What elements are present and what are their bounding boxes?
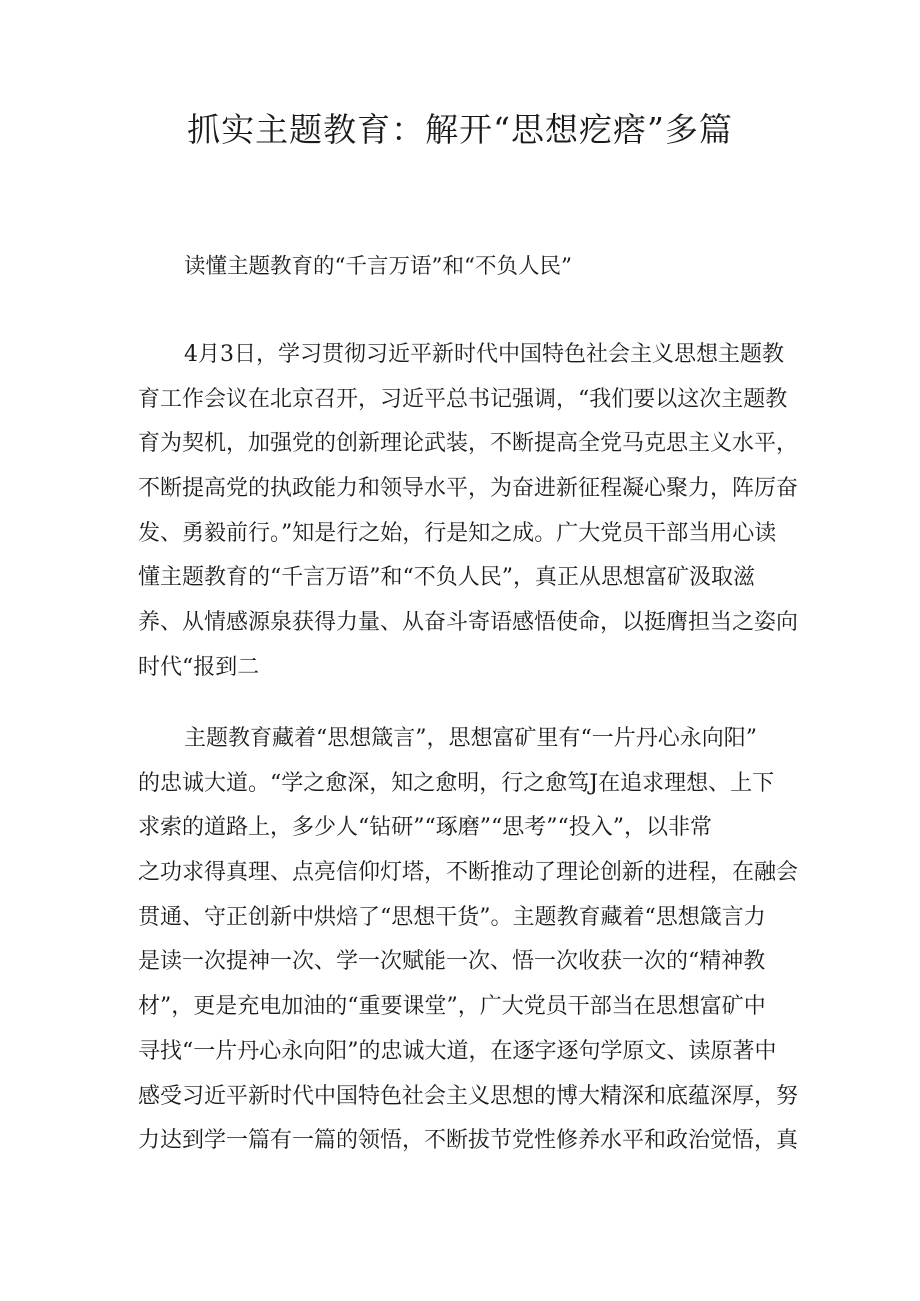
paragraph-2 (138, 717, 799, 1164)
paragraph-line: 4月3日，学习贯彻习近平新时代中国特色社会主义思想主题教 (184, 342, 784, 367)
paragraph-1 (138, 333, 799, 691)
paragraph-line: 寻找“一片丹心永向阳”的忠诚大道，在逐字逐句学原文、读原著中 (138, 1038, 777, 1064)
paragraph-line: 主题教育藏着“思想箴言”，思想富矿里有“一片丹心永向阳” (184, 726, 757, 751)
paragraph-line: 贯通、守正创新中烘焙了“思想干货”。主题教育藏着“思想箴言力 (138, 904, 766, 930)
paragraph-line: 求索的道路上，多少人“钻研”“琢磨”“思考”“投入”，以非常 (138, 815, 712, 841)
paragraph-line: 发、勇毅前行。”知是行之始，行是知之成。广大党员干部当用心读 (138, 520, 777, 546)
paragraph-line: 力达到学一篇有一篇的领悟，不断拔节党性修养水平和政治觉悟，真 (138, 1128, 799, 1154)
paragraph-line: 育工作会议在北京召开，习近平总书记强调，“我们要以这次主题教 (138, 386, 788, 412)
paragraph-line: 懂主题教育的“千言万语”和“不负人民”，真正从思想富矿汲取滋 (138, 565, 755, 591)
document-title: 抓实主题教育：解开“思想疙瘩”多篇 (187, 110, 733, 149)
paragraph-line: 育为契机，加强党的创新理论武装，不断提高全党马克思主义水平， (138, 431, 799, 457)
paragraph-line: 的忠诚大道。“学之愈深，知之愈明，行之愈笃J在追求理想、上下 (138, 770, 775, 796)
paragraph-line: 不断提高党的执政能力和领导水平，为奋进新征程凝心聚力，阵厉奋 (138, 476, 799, 502)
paragraph-line: 之功求得真理、点亮信仰灯塔，不断推动了理论创新的进程，在融会 (138, 860, 799, 886)
paragraph-line: 感受习近平新时代中国特色社会主义思想的博大精深和底蕴深厚，努 (138, 1083, 799, 1109)
paragraph-line: 养、从情感源泉获得力量、从奋斗寄语感悟使命，以挺膺担当之姿向 (138, 610, 799, 636)
paragraph-line: 是读一次提神一次、学一次赋能一次、悟一次收获一次的“精神教 (138, 949, 766, 975)
paragraph-line: 材”，更是充电加油的“重要课堂”，广大党员干部当在思想富矿中 (138, 994, 766, 1020)
section-subtitle: 读懂主题教育的“千言万语”和“不负人民” (184, 254, 572, 279)
paragraph-line: 时代“报到二 (138, 654, 260, 680)
